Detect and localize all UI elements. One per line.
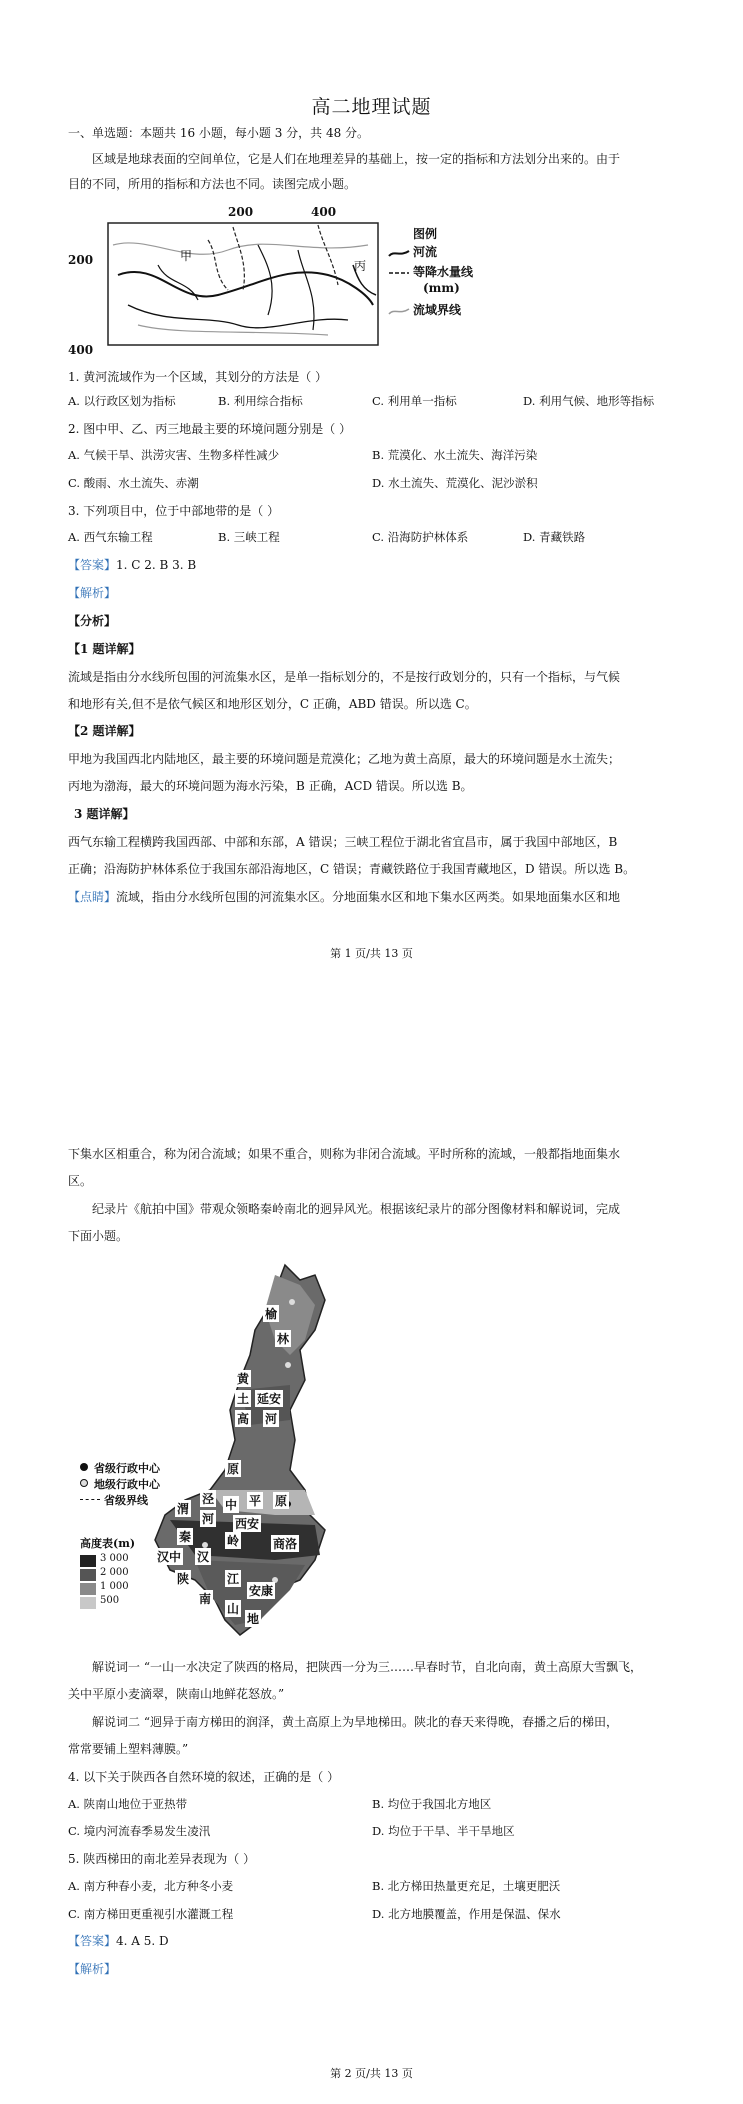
label-qin: 秦 [179, 1530, 192, 1544]
label-jiang: 江 [227, 1572, 240, 1586]
intro-2-line-2: 下面小题。 [68, 1229, 129, 1243]
q2-option-d: D. 水土流失、荒漠化、泥沙淤积 [372, 476, 538, 490]
label-shan: 山 [227, 1602, 240, 1616]
q4-option-c: C. 境内河流春季易发生凌汛 [68, 1824, 211, 1838]
elevation-swatch-1000 [80, 1583, 96, 1595]
intro-line-2: 目的不同，所用的指标和方法也不同。读图完成小题。 [68, 177, 357, 191]
label-zhong: 中 [225, 1498, 238, 1512]
answer-tag-2: 【答案】 [68, 1934, 117, 1948]
river-basin-figure [68, 205, 468, 360]
provincial-boundary-icon [80, 1499, 100, 1500]
analysis-tag: 【解析】 [68, 586, 117, 600]
q3-option-c: C. 沿海防护林体系 [372, 530, 469, 544]
continued-line-2: 区。 [68, 1174, 93, 1188]
page-1-footer: 第 1 页/共 13 页 [330, 947, 413, 960]
page-2 [0, 1120, 743, 2104]
elevation-legend-title: 高度表(m) [80, 1537, 136, 1550]
label-yu: 榆 [265, 1307, 278, 1321]
legend-provincial-center [80, 1460, 220, 1476]
detail-1-line-1: 流域是指由分水线所包围的河流集水区，是单一指标划分的，不是按行政划分的，只有一个指标，与气候 [68, 670, 621, 684]
detail-2-line-1: 甲地为我国西北内陆地区，最主要的环境问题是荒漠化；乙地为黄土高原，最大的环境问题是水土流失； [68, 752, 621, 766]
elevation-legend [80, 1535, 170, 1623]
q1-option-d: D. 利用气候、地形等指标 [523, 394, 655, 408]
label-ping: 平 [249, 1494, 262, 1508]
dianjing-line [68, 888, 680, 907]
legend-river: 河流 [413, 245, 438, 259]
elevation-swatch-500 [80, 1597, 96, 1609]
commentary-2-line-1: 解说词二 “迥异于南方梯田的润泽，黄土高原上为旱地梯田。陕北的春天来得晚，春播之后的梯田， [92, 1715, 618, 1729]
map-legend [80, 1460, 220, 1508]
answer-tag: 【答案】 [68, 558, 117, 572]
q2-option-b: B. 荒漠化、水土流失、海洋污染 [372, 448, 538, 462]
dianjing-tag: 【点睛】 [68, 890, 117, 904]
page-2-footer: 第 2 页/共 13 页 [330, 2067, 413, 2080]
intro-line-1: 区域是地球表面的空间单位，它是人们在地理差异的基础上，按一定的指标和方法划分出来的。由于 [92, 152, 621, 166]
basin-boundary-legend-icon [388, 305, 410, 315]
answer-line [68, 556, 680, 575]
label-lin: 林 [277, 1332, 290, 1346]
question-1: 1. 黄河流域作为一个区域，其划分的方法是（ ） [68, 370, 328, 384]
label-xian: 西安 [235, 1517, 260, 1531]
q4-option-b: B. 均位于我国北方地区 [372, 1797, 492, 1811]
analysis-tag-2: 【解析】 [68, 1962, 117, 1976]
q4-option-a: A. 陕南山地位于亚热带 [68, 1797, 188, 1811]
question-4: 4. 以下关于陕西各自然环境的叙述，正确的是（ ） [68, 1770, 340, 1784]
q5-option-c: C. 南方梯田更重视引水灌溉工程 [68, 1907, 234, 1921]
intro-2-line-1: 纪录片《航拍中国》带观众领略秦岭南北的迥异风光。根据该纪录片的部分图像材料和解说词，完成 [92, 1202, 621, 1216]
q1-option-a: A. 以行政区划为指标 [68, 394, 176, 408]
q2-option-a: A. 气候干旱、洪涝灾害、生物多样性减少 [68, 448, 280, 462]
label-he: 河 [265, 1412, 278, 1426]
label-hanzhong: 汉中 [157, 1550, 182, 1564]
isohyet-label-200-top: 200 [228, 205, 254, 219]
q3-option-a: A. 西气东输工程 [68, 530, 153, 544]
answer-line-2 [68, 1932, 680, 1951]
detail-1-tag: 【1 题详解】 [68, 642, 141, 656]
answer-text: 1. C 2. B 3. B [116, 558, 197, 572]
q1-option-b: B. 利用综合指标 [218, 394, 303, 408]
isohyet-legend-icon [388, 267, 410, 277]
label-shaan: 陕 [177, 1572, 190, 1586]
detail-2-line-2: 丙地为渤海，最大的环境问题为海水污染，B 正确，ACD 错误。所以选 B。 [68, 779, 473, 793]
q5-option-a: A. 南方种春小麦，北方种冬小麦 [68, 1879, 234, 1893]
q2-option-c: C. 酸雨、水土流失、赤潮 [68, 476, 199, 490]
q3-option-d: D. 青藏铁路 [523, 530, 586, 544]
legend-prefecture-center-label: 地级行政中心 [94, 1478, 160, 1491]
q1-option-c: C. 利用单一指标 [372, 394, 457, 408]
legend-prefecture-center [80, 1476, 220, 1492]
commentary-1-line-2: 关中平原小麦滴翠，陕南山地鲜花怒放。” [68, 1687, 285, 1701]
detail-3-line-1: 西气东输工程横跨我国西部、中部和东部，A 错误；三峡工程位于湖北省宜昌市，属于我国中部地区，B [68, 835, 618, 849]
label-wei: 渭 [177, 1502, 190, 1516]
label-gao: 高 [237, 1412, 250, 1426]
question-3: 3. 下列项目中，位于中部地带的是（ ） [68, 504, 280, 518]
question-5: 5. 陕西梯田的南北差异表现为（ ） [68, 1852, 256, 1866]
label-yuan: 原 [227, 1462, 240, 1476]
label-jing: 泾 [202, 1492, 215, 1506]
label-he-2: 河 [202, 1512, 215, 1526]
isohyet-label-400-top: 400 [311, 205, 337, 219]
label-shangluo: 商洛 [273, 1537, 298, 1551]
label-yanan: 延安 [257, 1392, 282, 1406]
legend-basin-boundary: 流域界线 [413, 303, 462, 317]
region-jia-label: 甲 [180, 249, 193, 263]
commentary-1-line-1: 解说词一 “一山一水决定了陕西的格局，把陕西一分为三……早春时节，自北向南，黄土高原大雪飘飞， [92, 1660, 642, 1674]
elevation-1000: 1 000 [100, 1581, 129, 1592]
continued-line-1: 下集水区相重合，称为闭合流域；如果不重合，则称为非闭合流域。平时所称的流域，一般都指地面集水 [68, 1147, 621, 1161]
legend-title: 图例 [413, 227, 438, 241]
page-title: 高二地理试题 [311, 96, 432, 118]
label-huang: 黄 [237, 1372, 250, 1386]
prefecture-center-icon [80, 1479, 88, 1487]
q4-option-d: D. 均位于干旱、半干旱地区 [372, 1824, 515, 1838]
isohyet-label-400-left: 400 [68, 343, 94, 357]
isohyet-label-200-left: 200 [68, 253, 94, 267]
dianjing-text: 流域，指由分水线所包围的河流集水区。分地面集水区和地下集水区两类。如果地面集水区和地 [116, 890, 621, 904]
label-nan: 南 [199, 1592, 212, 1606]
elevation-2000: 2 000 [100, 1567, 129, 1578]
commentary-2-line-2: 常常要铺上塑料薄膜。” [68, 1742, 189, 1756]
detail-3-tag: 3 题详解】 [74, 807, 135, 821]
label-han: 汉 [197, 1550, 210, 1564]
q5-option-b: B. 北方梯田热量更充足，土壤更肥沃 [372, 1879, 561, 1893]
legend-provincial-center-label: 省级行政中心 [94, 1462, 160, 1475]
legend-provincial-boundary-label: 省级界线 [104, 1494, 148, 1507]
provincial-center-icon [80, 1463, 88, 1471]
elevation-swatch-3000 [80, 1555, 96, 1567]
detail-2-tag: 【2 题详解】 [68, 724, 141, 738]
legend-isohyet-unit: (mm) [423, 281, 460, 295]
section-heading: 一、单选题：本题共 16 小题，每小题 3 分，共 48 分。 [68, 126, 370, 140]
label-ling: 岭 [227, 1534, 240, 1548]
label-yuan-2: 原 [275, 1494, 288, 1508]
yellow-river-map [68, 205, 474, 360]
q5-option-d: D. 北方地膜覆盖，作用是保温、保水 [372, 1907, 561, 1921]
answer-text-2: 4. A 5. D [116, 1934, 169, 1948]
label-tu: 土 [237, 1392, 250, 1406]
page-1 [0, 0, 743, 985]
elevation-500: 500 [100, 1595, 120, 1606]
question-2: 2. 图中甲、乙、丙三地最主要的环境问题分别是（ ） [68, 422, 352, 436]
q3-option-b: B. 三峡工程 [218, 530, 280, 544]
detail-1-line-2: 和地形有关,但不是依气候区和地形区划分，C 正确，ABD 错误。所以选 C。 [68, 697, 477, 711]
river-legend-icon [388, 247, 410, 257]
fenxi-tag: 【分析】 [68, 614, 117, 628]
elevation-3000: 3 000 [100, 1553, 129, 1564]
label-di: 地 [247, 1612, 260, 1626]
detail-3-line-2: 正确；沿海防护林体系位于我国东部沿海地区，C 错误；青藏铁路位于我国青藏地区，D 错误。所以选 B。 [68, 862, 636, 876]
label-ankang: 安康 [249, 1584, 274, 1598]
region-bing-label: 丙 [354, 259, 367, 273]
legend-provincial-boundary [80, 1492, 220, 1508]
legend-isohyet: 等降水量线 [413, 265, 474, 279]
elevation-swatch-2000 [80, 1569, 96, 1581]
